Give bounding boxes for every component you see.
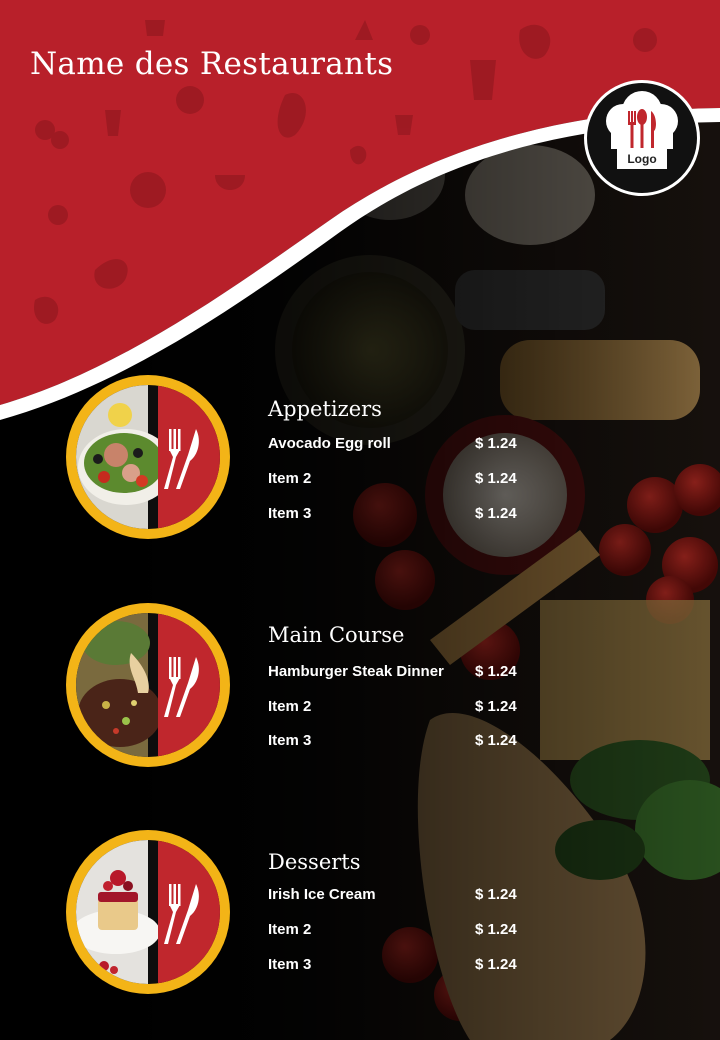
item-name: Avocado Egg roll <box>268 435 391 452</box>
menu-item <box>268 663 528 685</box>
menu-section-appetizers <box>0 375 720 545</box>
menu-section-desserts <box>0 830 720 1000</box>
section-title: Desserts <box>268 850 361 874</box>
dessert-plate-image <box>76 840 220 984</box>
item-name: Item 2 <box>268 698 312 715</box>
section-title: Appetizers <box>268 397 382 421</box>
item-price: $ 1.24 <box>475 956 517 973</box>
item-price: $ 1.24 <box>475 732 517 749</box>
item-name: Irish Ice Cream <box>268 886 376 903</box>
section-title: Main Course <box>268 623 405 647</box>
menu-item <box>268 886 528 908</box>
main-course-plate-image <box>76 613 220 757</box>
item-price: $ 1.24 <box>475 470 517 487</box>
menu-item <box>268 921 528 943</box>
item-name: Item 3 <box>268 956 312 973</box>
menu-item <box>268 956 528 978</box>
item-name: Item 2 <box>268 470 312 487</box>
menu-item <box>268 732 528 754</box>
item-name: Item 3 <box>268 732 312 749</box>
salad-plate-image <box>76 385 220 529</box>
item-price: $ 1.24 <box>475 698 517 715</box>
food-image-frame <box>66 830 230 994</box>
menu-item <box>268 435 528 457</box>
item-price: $ 1.24 <box>475 663 517 680</box>
item-price: $ 1.24 <box>475 505 517 522</box>
item-price: $ 1.24 <box>475 921 517 938</box>
logo-text: Logo <box>627 152 657 166</box>
restaurant-name: Name des Restaurants <box>30 46 394 82</box>
item-name: Hamburger Steak Dinner <box>268 663 444 680</box>
menu-item <box>268 505 528 527</box>
menu-section-main-course <box>0 603 720 773</box>
food-image-frame <box>66 603 230 767</box>
logo-badge <box>584 80 700 196</box>
item-price: $ 1.24 <box>475 435 517 452</box>
menu-item <box>268 470 528 492</box>
chef-hat-icon <box>587 83 697 193</box>
item-name: Item 3 <box>268 505 312 522</box>
item-price: $ 1.24 <box>475 886 517 903</box>
item-name: Item 2 <box>268 921 312 938</box>
food-image-frame <box>66 375 230 539</box>
menu-item <box>268 698 528 720</box>
